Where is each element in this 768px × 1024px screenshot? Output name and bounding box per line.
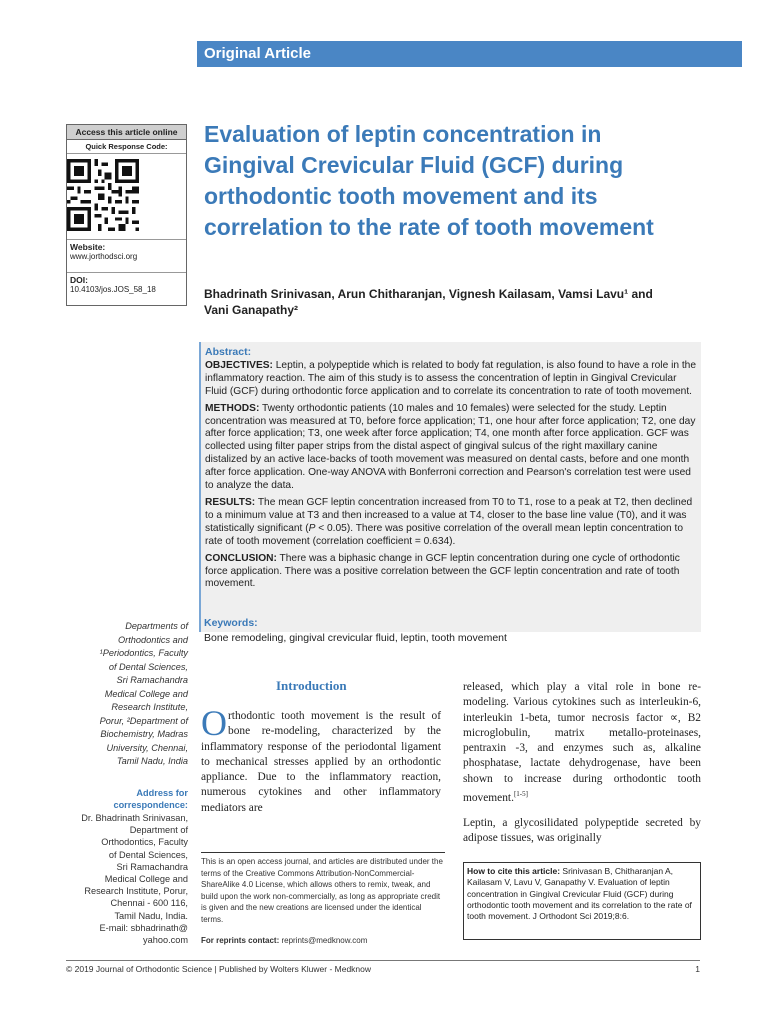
intro-para-1-cont-text: released, which play a vital role in bone re-modeling. Various cytokines such as interleukin-6, interleukin 1-beta, tumor necrosis factor ∝, B2 microglobulin, matrix metallo-proteinases, pentraxin -3, and enzymes such as, alkaline phosphatase, lactate dehydrogenase, have been shown to increase during orthodontic tooth movement. <box>463 681 701 804</box>
website-link[interactable]: www.jorthodsci.org <box>70 252 138 261</box>
correspondence-line: Dr. Bhadrinath Srinivasan, <box>81 813 188 823</box>
abstract-methods <box>205 403 697 493</box>
affiliation-line: Departments of <box>125 621 188 631</box>
correspondence-line: Tamil Nadu, India. <box>114 910 188 921</box>
intro-para-1-continued <box>463 680 701 806</box>
cite-text: Srinivasan B, Chitharanjan A, Kailasam V, Lavu V, Ganapathy V. Evaluation of leptin concentration in Gingival Crevicular Fluid (GCF) during orthodontic tooth movement and its correlation to the rate of tooth movement. J Orthodont Sci 2019;8:6. <box>467 866 692 922</box>
introduction-heading: Introduction <box>276 678 347 693</box>
qr-label: Quick Response Code: <box>67 140 186 154</box>
page-footer <box>66 960 700 974</box>
correspondence-email[interactable]: yahoo.com <box>143 935 188 946</box>
reprints-contact <box>201 936 445 945</box>
author-list <box>204 286 684 318</box>
article-type-banner: Original Article <box>197 41 742 67</box>
results-text-b: < 0.05). There was positive correlation of the overall mean leptin concentration to rate of tooth movement (correlation coefficient = 0.634). <box>205 522 684 547</box>
affiliation-line: of Dental Sciences, <box>108 661 188 672</box>
objectives-text: Leptin, a polypeptide which is related to body fat regulation, is also found to have a role in the inflammatory reaction. The aim of this study is to assess the concentration of leptin in Gingival Crevicular Fluid (GCF) during orthodontic force application and to correlate its concentration to rate of tooth movement. <box>205 359 696 397</box>
affiliation-line: Porur, ²Department of <box>99 715 188 726</box>
website-section <box>67 239 186 272</box>
correspondence-address <box>60 812 188 946</box>
cite-label: How to cite this article: <box>467 866 561 876</box>
intro-para-1: rthodontic tooth movement is the result of bone re-modeling, characterized by the inflammatory response of the periodontal ligament to mechanical stresses applied by an orthodontic appliance. Due to the inflammatory reaction, numerous cytokines and other inflammatory mediators are <box>201 710 441 814</box>
qr-code-icon[interactable] <box>67 159 139 231</box>
affiliation-line: Orthodontics and <box>118 634 188 645</box>
conclusion-label: CONCLUSION: <box>205 552 277 564</box>
footer-copyright: © 2019 Journal of Orthodontic Science | Published by Wolters Kluwer - Medknow <box>66 964 372 974</box>
intro-column-2 <box>463 680 701 857</box>
correspondence-line: Chennai - 600 116, <box>110 898 188 909</box>
correspondence-line: Research Institute, Porur, <box>84 886 188 897</box>
doi-section <box>67 272 186 296</box>
correspondence-line: Orthodontics, Faculty <box>101 837 188 848</box>
correspondence-line: Medical College and <box>104 874 188 885</box>
article-title: Evaluation of leptin concentration in Gingival Crevicular Fluid (GCF) during orthodontic tooth movement and its correlation to the rate of tooth movement <box>204 121 654 240</box>
abstract-conclusion <box>205 553 697 592</box>
correspondence-line: Department of <box>129 825 188 836</box>
authors-line-2: Vani Ganapathy² <box>204 303 299 317</box>
citation-box <box>463 862 701 940</box>
affiliation-line: ¹Periodontics, Faculty <box>99 648 188 658</box>
results-p-symbol: P <box>308 522 316 534</box>
results-label: RESULTS: <box>205 496 256 508</box>
reprints-label: For reprints contact: <box>201 936 280 945</box>
doi-label: DOI: <box>70 275 88 285</box>
page-number: 1 <box>695 964 700 974</box>
correspondence-heading <box>80 787 188 811</box>
correspondence-heading-line: Address for <box>136 788 188 798</box>
license-note: This is an open access journal, and articles are distributed under the terms of the Creative Commons Attribution-NonCommercial-ShareAlike 4.0 License, which allows others to remix, tweak, and build upon the work non-commercially, as long as appropriate credit is given and the new creations are licensed under the identical terms. <box>201 852 445 925</box>
intro-column-1 <box>201 703 441 816</box>
website-label: Website: <box>70 242 106 252</box>
affiliation-line: Medical College and <box>104 688 188 699</box>
objectives-label: OBJECTIVES: <box>205 359 273 371</box>
abstract-results <box>205 497 697 549</box>
citation-ref[interactable]: [1-5] <box>513 790 528 799</box>
intro-para-2: Leptin, a glycosilidated polypeptide secreted by adipose tissues, was originally <box>463 817 701 845</box>
correspondence-line: Sri Ramachandra <box>116 861 188 872</box>
affiliation-line: Sri Ramachandra <box>116 675 188 685</box>
drop-cap: O <box>201 703 227 743</box>
methods-text: Twenty orthodontic patients (10 males and 10 females) were selected for the study. Leptin concentration was measured at T0, before force application; T1, one hour after force application; T2, one day after force application; T3, one week after force application; T4, one month after force application. GCF was collected using filter paper strips from the distal aspect of gingival sulcus of the right maxillary canine distalized by an active lace-backs of tooth movement was measured on dental casts, before and one month after force application. One-way ANOVA with Bonferroni correction and Pearson's correlation test were used to analyze the data. <box>205 402 696 492</box>
abstract-objectives <box>205 360 697 399</box>
affiliation-line: Biochemistry, Madras <box>100 729 188 739</box>
results-text-a: The mean GCF leptin concentration increased from T0 to T1, rose to a peak at T2, then declined to a minimum value at T3 and then increased to a value at T4, closer to the base line value (T0), and it was statistically significant ( <box>205 496 693 534</box>
access-heading: Access this article online <box>67 125 186 140</box>
correspondence-heading-line: correspondence: <box>113 800 188 810</box>
keywords-text: Bone remodeling, gingival crevicular fluid, leptin, tooth movement <box>204 632 507 644</box>
affiliation-line: University, Chennai, <box>106 742 188 753</box>
correspondence-line: of Dental Sciences, <box>108 849 188 860</box>
authors-line-1: Bhadrinath Srinivasan, Arun Chitharanjan, Vignesh Kailasam, Vamsi Lavu¹ and <box>204 287 653 301</box>
conclusion-text: There was a biphasic change in GCF leptin concentration during one cycle of orthodontic force application. There was a positive correlation between the GCF leptin concentration and rate of tooth movement. <box>205 552 680 590</box>
doi-value[interactable]: 10.4103/jos.JOS_58_18 <box>70 285 156 294</box>
correspondence-email[interactable]: E-mail: sbhadrinath@ <box>99 922 188 933</box>
methods-label: METHODS: <box>205 402 260 414</box>
access-article-box <box>66 124 187 306</box>
abstract-box <box>199 342 701 632</box>
affiliation <box>80 620 188 769</box>
reprints-email[interactable]: reprints@medknow.com <box>279 936 368 945</box>
keywords-heading: Keywords: <box>204 617 258 629</box>
abstract-heading: Abstract: <box>205 346 252 358</box>
affiliation-line: Research Institute, <box>111 702 188 712</box>
affiliation-line: Tamil Nadu, India <box>116 756 188 766</box>
